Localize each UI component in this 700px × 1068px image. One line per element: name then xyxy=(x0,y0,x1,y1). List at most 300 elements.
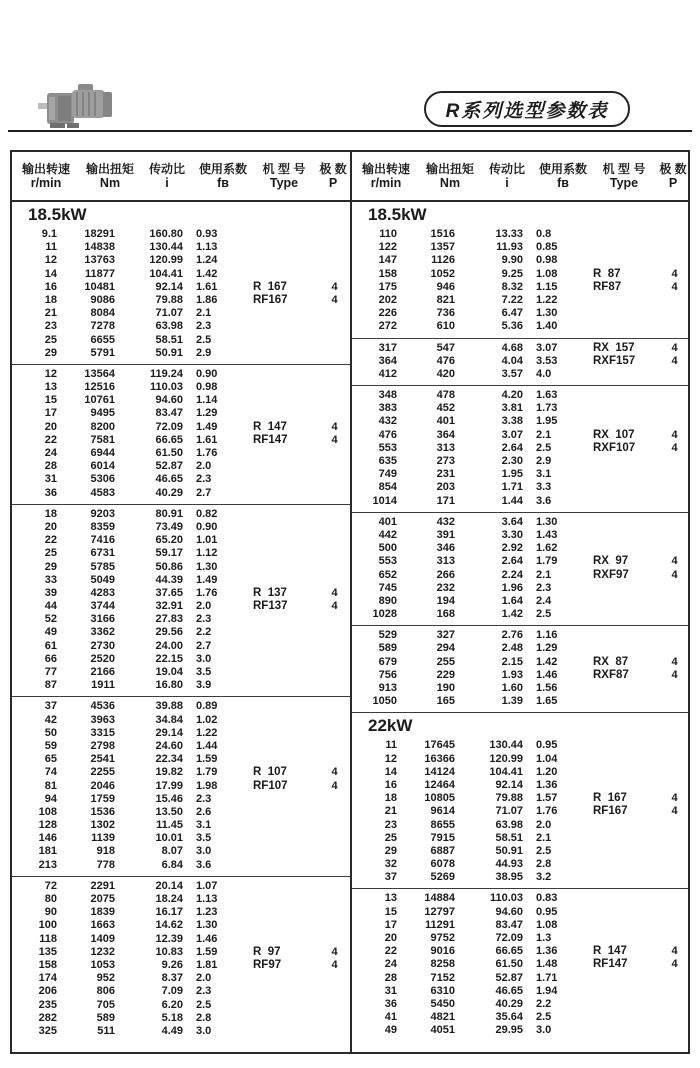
cell-ratio: 3.07 xyxy=(501,428,523,441)
cell-ratio: 19.04 xyxy=(155,666,183,678)
table-row xyxy=(12,347,350,360)
cell-ratio: 1.39 xyxy=(501,695,523,708)
cell-type xyxy=(249,241,319,254)
cell-type xyxy=(249,487,319,500)
cell-poles xyxy=(659,228,688,241)
cell-poles xyxy=(319,893,350,906)
cell-ratio: 34.84 xyxy=(155,713,183,726)
cell-type xyxy=(249,999,319,1012)
cell-speed: 16 xyxy=(384,778,397,791)
cell-type xyxy=(589,320,659,333)
cell-service-factor: 1.94 xyxy=(536,984,558,997)
cell-ratio: 1.95 xyxy=(501,468,523,481)
cell-service-factor: 0.98 xyxy=(196,381,218,394)
cell-ratio: 14.62 xyxy=(155,919,183,932)
cell-speed: 128 xyxy=(38,819,57,832)
cell-speed: 20 xyxy=(44,520,57,533)
cell-ratio: 8.37 xyxy=(161,972,183,985)
cell-poles: 4 xyxy=(671,441,678,454)
cell-poles xyxy=(659,985,688,998)
col-header-zh: 输出扭矩 xyxy=(85,161,134,176)
cell-type: RF107 xyxy=(253,779,288,792)
table-row xyxy=(12,832,350,845)
cell-service-factor: 1.98 xyxy=(196,779,218,792)
cell-service-factor: 1.76 xyxy=(196,586,218,599)
col-header-unit: Type xyxy=(609,175,639,190)
cell-service-factor: 1.49 xyxy=(196,420,218,433)
page-top-band xyxy=(0,0,700,130)
cell-speed: 412 xyxy=(378,367,397,380)
cell-torque: 1053 xyxy=(90,958,115,971)
table-row xyxy=(12,1012,350,1025)
cell-ratio: 110.03 xyxy=(149,381,183,394)
cell-poles: 4 xyxy=(671,341,678,354)
cell-type xyxy=(249,793,319,806)
cell-service-factor: 1.29 xyxy=(536,642,558,655)
left-column xyxy=(12,202,350,1052)
cell-speed: 52 xyxy=(44,613,57,626)
cell-poles: 4 xyxy=(671,945,678,958)
cell-type: RX 97 xyxy=(593,555,629,568)
table-row xyxy=(12,574,350,587)
cell-ratio: 46.65 xyxy=(495,984,523,997)
table-row xyxy=(12,740,350,753)
cell-poles xyxy=(659,481,688,494)
cell-type xyxy=(249,547,319,560)
cell-poles xyxy=(659,455,688,468)
cell-type xyxy=(589,294,659,307)
table-row xyxy=(12,666,350,679)
table-row xyxy=(12,700,350,713)
cell-speed: 529 xyxy=(378,629,397,642)
cell-torque: 778 xyxy=(96,858,115,871)
cell-ratio: 65.20 xyxy=(155,534,183,547)
cell-service-factor: 1.16 xyxy=(536,629,558,642)
cell-type: RXF87 xyxy=(593,668,629,681)
cell-torque: 589 xyxy=(96,1011,115,1024)
cell-service-factor: 1.56 xyxy=(536,682,558,694)
cell-service-factor: 1.42 xyxy=(196,267,218,280)
cell-service-factor: 0.93 xyxy=(196,228,218,240)
cell-type xyxy=(589,241,659,254)
table-row xyxy=(352,595,688,608)
table-row xyxy=(12,880,350,893)
table-row xyxy=(12,447,350,460)
cell-speed: 31 xyxy=(44,473,57,486)
cell-speed: 12 xyxy=(384,752,397,765)
power-section-title: 18.5kW xyxy=(368,205,427,224)
cell-service-factor: 2.3 xyxy=(196,473,212,486)
cell-torque: 14884 xyxy=(424,892,455,905)
cell-torque: 12797 xyxy=(424,905,455,918)
table-row xyxy=(352,355,688,368)
cell-type: RF167 xyxy=(593,805,628,818)
cell-torque: 4283 xyxy=(90,586,115,599)
cell-torque: 17645 xyxy=(424,739,455,752)
cell-type: R 167 xyxy=(593,792,627,805)
table-row xyxy=(352,656,688,669)
table-row xyxy=(12,600,350,613)
cell-speed: 18 xyxy=(44,507,57,520)
cell-ratio: 46.65 xyxy=(155,473,183,486)
cell-service-factor: 3.07 xyxy=(536,341,558,354)
cell-speed: 61 xyxy=(44,639,57,652)
cell-poles xyxy=(319,859,350,872)
cell-type xyxy=(249,368,319,381)
col-header-zh: 使用系数 xyxy=(198,161,247,176)
col-header-unit: r/min xyxy=(30,175,62,190)
cell-torque: 13763 xyxy=(84,254,115,267)
cell-ratio: 6.84 xyxy=(161,858,183,871)
table-row xyxy=(352,495,688,508)
cell-torque: 1839 xyxy=(90,906,115,919)
col-header-zh: 传动比 xyxy=(488,161,525,176)
cell-service-factor: 1.29 xyxy=(196,407,218,420)
table-row xyxy=(352,241,688,254)
cell-poles: 4 xyxy=(671,568,678,581)
cell-type xyxy=(249,727,319,740)
cell-speed: 553 xyxy=(378,555,397,568)
cell-torque: 8359 xyxy=(90,520,115,533)
cell-torque: 1139 xyxy=(91,832,115,845)
cell-type xyxy=(589,1024,659,1037)
cell-type: RX 107 xyxy=(593,428,635,441)
table-row xyxy=(352,516,688,529)
cell-service-factor: 1.40 xyxy=(536,320,558,333)
cell-service-factor: 2.7 xyxy=(196,486,212,499)
cell-ratio: 13.50 xyxy=(155,805,183,818)
cell-ratio: 3.64 xyxy=(501,515,523,528)
cell-type xyxy=(589,998,659,1011)
cell-ratio: 29.14 xyxy=(155,726,183,739)
cell-torque: 9203 xyxy=(90,507,115,520)
cell-service-factor: 1.44 xyxy=(196,739,218,752)
cell-speed: 500 xyxy=(378,542,397,555)
cell-speed: 37 xyxy=(44,700,57,713)
header-rule xyxy=(8,130,692,132)
col-header-zh: 输出扭矩 xyxy=(425,161,474,176)
selection-parameter-table xyxy=(10,150,690,1054)
cell-type xyxy=(249,679,319,692)
col-header-unit: i xyxy=(165,175,169,190)
cell-service-factor: 1.57 xyxy=(536,792,558,805)
cell-ratio: 19.82 xyxy=(155,766,183,779)
cell-torque: 3315 xyxy=(90,726,115,739)
cell-speed: 118 xyxy=(39,932,57,945)
cell-torque: 6014 xyxy=(90,460,115,473)
cell-speed: 20 xyxy=(44,420,57,433)
table-row xyxy=(12,999,350,1012)
col-header-unit: r/min xyxy=(370,175,402,190)
cell-speed: 553 xyxy=(378,441,397,454)
cell-type xyxy=(589,368,659,381)
table-row xyxy=(352,468,688,481)
cell-service-factor: 1.95 xyxy=(536,415,558,428)
cell-type xyxy=(589,766,659,779)
cell-ratio: 119.24 xyxy=(149,367,183,380)
cell-type xyxy=(249,561,319,574)
cell-ratio: 2.48 xyxy=(501,642,523,655)
cell-type: R 147 xyxy=(253,420,287,433)
cell-service-factor: 1.30 xyxy=(536,307,558,320)
cell-torque: 8200 xyxy=(90,420,115,433)
table-row xyxy=(352,1024,688,1037)
cell-service-factor: 0.85 xyxy=(536,241,558,254)
cell-poles xyxy=(659,529,688,542)
cell-torque: 946 xyxy=(436,280,455,293)
table-row xyxy=(12,653,350,666)
table-row xyxy=(352,792,688,805)
cell-speed: 181 xyxy=(38,845,57,858)
cell-type xyxy=(589,832,659,845)
cell-poles xyxy=(319,254,350,267)
cell-torque: 918 xyxy=(96,845,115,858)
cell-service-factor: 1.13 xyxy=(196,893,218,905)
cell-type xyxy=(589,254,659,267)
cell-poles xyxy=(319,320,350,333)
cell-type: R 97 xyxy=(253,945,281,958)
col-header-poles xyxy=(656,162,690,191)
cell-poles: 4 xyxy=(331,779,338,792)
cell-torque: 821 xyxy=(436,293,455,306)
cell-ratio: 4.49 xyxy=(161,1024,183,1037)
cell-poles xyxy=(319,919,350,932)
cell-poles: 4 xyxy=(671,555,678,568)
cell-service-factor: 2.5 xyxy=(536,1011,552,1024)
cell-type xyxy=(249,859,319,872)
cell-poles xyxy=(319,1025,350,1038)
cell-torque: 232 xyxy=(436,581,455,594)
cell-ratio: 120.99 xyxy=(149,254,183,267)
cell-service-factor: 2.5 xyxy=(536,608,552,621)
cell-speed: 12 xyxy=(44,254,57,267)
table-row xyxy=(352,779,688,792)
table-row xyxy=(12,508,350,521)
table-row xyxy=(12,487,350,500)
cell-poles xyxy=(659,468,688,481)
cell-speed: 401 xyxy=(378,515,397,528)
cell-poles xyxy=(659,389,688,402)
cell-type xyxy=(589,389,659,402)
cell-torque: 478 xyxy=(436,389,455,402)
cell-service-factor: 1.13 xyxy=(196,241,218,254)
cell-ratio: 20.14 xyxy=(155,879,183,892)
cell-type: RX 157 xyxy=(593,341,635,354)
cell-ratio: 11.45 xyxy=(156,819,183,832)
cell-service-factor: 3.53 xyxy=(536,354,558,367)
cell-speed: 146 xyxy=(38,832,57,845)
cell-speed: 65 xyxy=(44,753,57,766)
cell-torque: 9086 xyxy=(90,293,115,306)
col-header-torque xyxy=(420,162,480,191)
cell-ratio: 120.99 xyxy=(489,752,523,765)
cell-torque: 705 xyxy=(96,998,115,1011)
table-row xyxy=(12,766,350,779)
cell-service-factor: 1.07 xyxy=(196,879,218,892)
col-header-zh: 传动比 xyxy=(148,161,185,176)
cell-speed: 679 xyxy=(378,655,397,668)
cell-poles xyxy=(659,998,688,1011)
cell-service-factor: 2.4 xyxy=(536,594,552,607)
cell-service-factor: 1.86 xyxy=(196,293,218,306)
cell-torque: 16366 xyxy=(424,752,455,765)
cell-type xyxy=(589,495,659,508)
cell-type xyxy=(589,468,659,481)
cell-speed: 20 xyxy=(384,932,397,944)
cell-ratio: 44.39 xyxy=(155,573,183,586)
col-header-unit: fʙ xyxy=(557,175,569,190)
cell-torque: 5450 xyxy=(430,997,455,1010)
cell-service-factor: 1.14 xyxy=(196,394,218,407)
cell-speed: 59 xyxy=(44,739,57,752)
cell-ratio: 71.07 xyxy=(495,805,523,818)
row-group xyxy=(352,626,688,713)
cell-ratio: 2.15 xyxy=(501,655,523,668)
cell-poles xyxy=(319,547,350,560)
cell-ratio: 1.71 xyxy=(501,481,523,494)
cell-service-factor: 2.6 xyxy=(196,805,212,818)
cell-ratio: 6.47 xyxy=(501,307,523,320)
cell-torque: 12464 xyxy=(424,778,455,791)
cell-poles xyxy=(659,415,688,428)
cell-torque: 231 xyxy=(436,468,455,481)
cell-type: RF147 xyxy=(593,958,628,971)
cell-poles xyxy=(319,508,350,521)
cell-torque: 610 xyxy=(436,320,455,333)
cell-torque: 7581 xyxy=(90,433,115,446)
cell-torque: 294 xyxy=(436,642,455,655)
cell-poles xyxy=(319,793,350,806)
cell-ratio: 63.98 xyxy=(155,320,183,333)
cell-type xyxy=(249,254,319,267)
cell-ratio: 58.51 xyxy=(495,831,523,844)
cell-type xyxy=(589,892,659,905)
cell-speed: 25 xyxy=(384,831,397,844)
cell-speed: 29 xyxy=(44,346,57,359)
table-row xyxy=(12,294,350,307)
cell-speed: 14 xyxy=(384,765,397,778)
cell-torque: 2075 xyxy=(90,893,115,905)
cell-poles: 4 xyxy=(671,958,678,971)
cell-poles xyxy=(659,753,688,766)
cell-poles: 4 xyxy=(331,420,338,433)
cell-torque: 1759 xyxy=(90,792,115,805)
cell-torque: 1357 xyxy=(430,241,455,254)
cell-speed: 100 xyxy=(38,919,57,932)
cell-poles xyxy=(659,516,688,529)
cell-speed: 15 xyxy=(44,394,57,407)
cell-service-factor: 1.30 xyxy=(536,515,558,528)
cell-ratio: 1.93 xyxy=(501,668,523,681)
cell-type: R 87 xyxy=(593,267,621,280)
cell-ratio: 8.07 xyxy=(161,845,183,858)
cell-torque: 1232 xyxy=(90,945,115,958)
cell-type xyxy=(249,381,319,394)
cell-poles xyxy=(659,1011,688,1024)
table-row xyxy=(12,534,350,547)
cell-service-factor: 1.04 xyxy=(536,752,558,765)
cell-torque: 1052 xyxy=(430,267,455,280)
cell-speed: 272 xyxy=(378,320,397,333)
cell-service-factor: 1.76 xyxy=(196,447,218,459)
cell-service-factor: 3.3 xyxy=(536,481,552,494)
table-row xyxy=(12,819,350,832)
cell-poles xyxy=(659,892,688,905)
col-header-unit: P xyxy=(328,175,338,190)
cell-type: R 147 xyxy=(593,945,627,958)
cell-service-factor: 1.02 xyxy=(196,713,218,726)
cell-speed: 175 xyxy=(378,280,397,293)
cell-speed: 147 xyxy=(378,254,397,267)
table-row xyxy=(352,766,688,779)
cell-type xyxy=(249,700,319,713)
cell-speed: 432 xyxy=(378,415,397,428)
cell-poles xyxy=(319,880,350,893)
cell-poles xyxy=(659,254,688,267)
table-row xyxy=(352,429,688,442)
cell-service-factor: 1.08 xyxy=(536,918,558,931)
cell-service-factor: 1.30 xyxy=(196,919,218,932)
cell-torque: 6078 xyxy=(430,858,455,871)
cell-type xyxy=(249,893,319,906)
cell-service-factor: 0.83 xyxy=(536,892,558,905)
cell-ratio: 110.03 xyxy=(489,892,523,905)
col-header-zh: 输出转速 xyxy=(361,161,410,176)
col-header-poles xyxy=(316,162,350,191)
cell-type xyxy=(589,595,659,608)
col-header-type xyxy=(592,162,656,191)
cell-type xyxy=(249,985,319,998)
cell-poles xyxy=(319,906,350,919)
cell-ratio: 32.91 xyxy=(155,600,183,613)
cell-poles xyxy=(659,695,688,708)
cell-torque: 6310 xyxy=(430,984,455,997)
cell-service-factor: 1.61 xyxy=(196,433,218,446)
cell-torque: 6944 xyxy=(90,447,115,459)
table-row xyxy=(352,442,688,455)
cell-speed: 32 xyxy=(384,858,397,871)
cell-poles xyxy=(319,447,350,460)
power-section-title: 22kW xyxy=(368,716,413,736)
cell-speed: 206 xyxy=(38,985,57,998)
table-row xyxy=(12,959,350,972)
cell-service-factor: 2.0 xyxy=(196,972,212,985)
cell-type: RX 87 xyxy=(593,655,629,668)
cell-torque: 11291 xyxy=(425,918,455,931)
cell-service-factor: 2.2 xyxy=(196,626,212,639)
cell-torque: 255 xyxy=(436,655,455,668)
col-header-ratio xyxy=(140,162,194,191)
cell-torque: 13564 xyxy=(84,367,115,380)
table-row xyxy=(352,582,688,595)
cell-torque: 1911 xyxy=(91,679,115,692)
cell-poles xyxy=(319,241,350,254)
cell-service-factor: 3.9 xyxy=(196,679,212,692)
cell-type xyxy=(589,608,659,621)
cell-torque: 8084 xyxy=(90,307,115,320)
cell-speed: 9.1 xyxy=(41,228,57,240)
cell-poles xyxy=(319,574,350,587)
cell-ratio: 37.65 xyxy=(155,586,183,599)
cell-type xyxy=(249,919,319,932)
cell-poles xyxy=(659,858,688,871)
table-body xyxy=(12,202,688,1052)
cell-type xyxy=(249,714,319,727)
cell-torque: 5785 xyxy=(90,560,115,573)
cell-torque: 9495 xyxy=(90,407,115,420)
cell-speed: 22 xyxy=(384,945,397,958)
cell-speed: 158 xyxy=(38,958,57,971)
